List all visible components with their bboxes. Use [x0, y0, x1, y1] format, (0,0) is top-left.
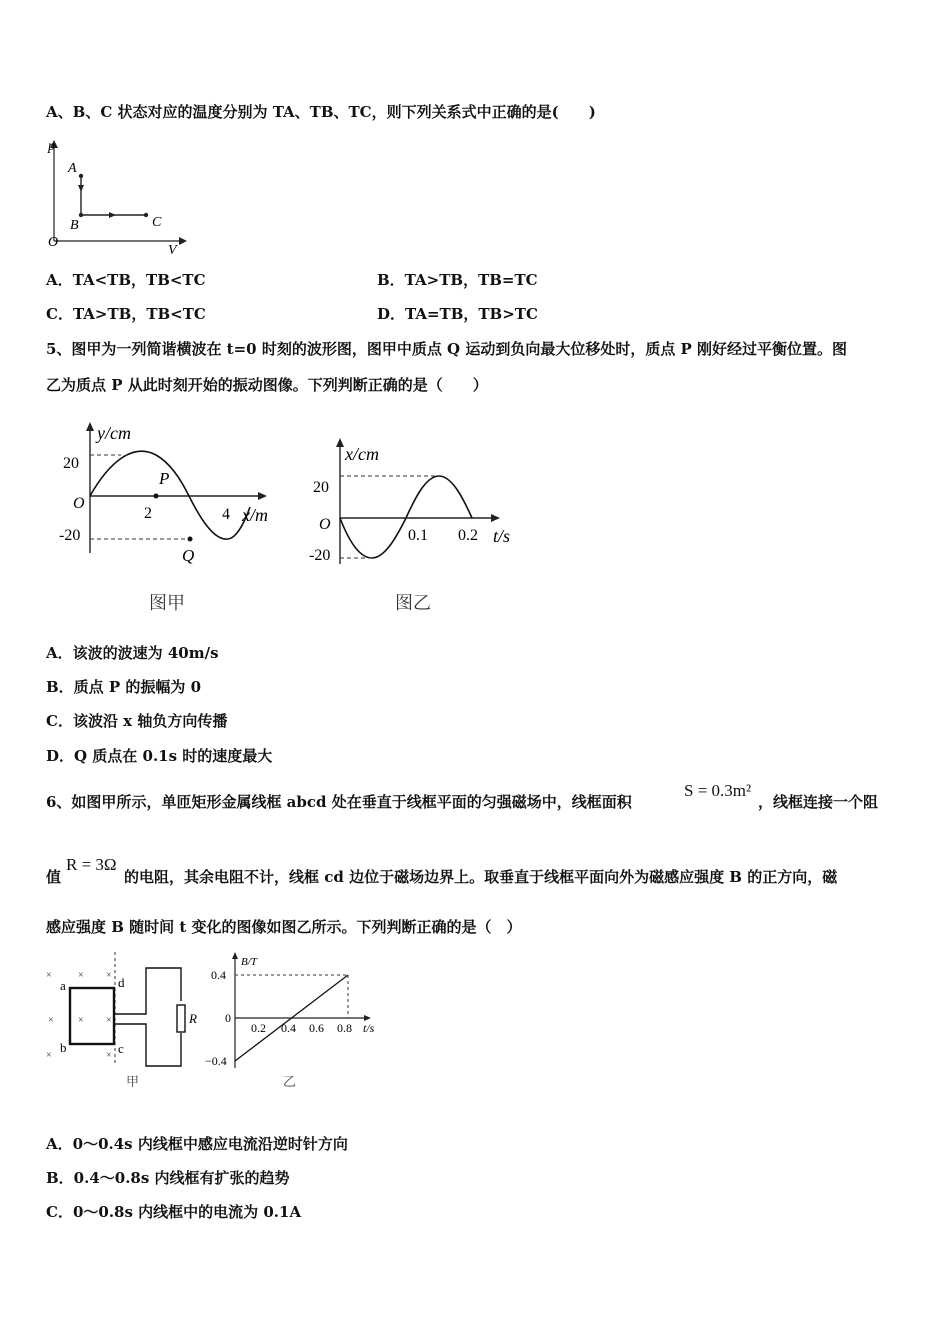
magnetic-field-crosses — [46, 970, 112, 1061]
q4-option-d[interactable]: D．TA=TB，TB>TC — [377, 305, 538, 323]
corner-c-label: c — [118, 1041, 124, 1056]
q4-stem: A、B、C 状态对应的温度分别为 TA、TB、TC，则下列关系式中正确的是( ) — [46, 103, 596, 121]
y-axis-label: B/T — [241, 956, 257, 968]
svg-text:×: × — [106, 1050, 112, 1061]
t-tick-0.2: 0.2 — [251, 1021, 266, 1035]
x-axis-label: t/s — [363, 1021, 375, 1035]
y-tick-neg: -20 — [59, 527, 81, 544]
x-axis-label: x/m — [242, 505, 268, 525]
svg-text:×: × — [46, 970, 52, 981]
y-axis-label: x/cm — [345, 444, 379, 464]
t-tick-0.6: 0.6 — [309, 1021, 324, 1035]
origin-label: 0 — [225, 1011, 231, 1025]
fig-caption-yi: 乙 — [283, 1075, 297, 1090]
corner-d-label: d — [118, 975, 125, 990]
point-b-label: B — [70, 218, 79, 233]
q6-stem-line1: 6、如图甲所示，单匝矩形金属线框 abcd 处在垂直于线框平面的匀强磁场中，线框面积 — [46, 793, 632, 811]
t-tick-2: 0.2 — [458, 527, 478, 544]
q6-option-c[interactable]: C．0～0.8s 内线框中的电流为 0.1A — [46, 1203, 302, 1221]
q6-option-a[interactable]: A．0～0.4s 内线框中感应电流沿逆时针方向 — [46, 1135, 348, 1153]
q6-option-b[interactable]: B．0.4～0.8s 内线框有扩张的趋势 — [46, 1169, 290, 1187]
q5-option-a[interactable]: A．该波的波速为 40m/s — [46, 644, 219, 662]
point-p-label: P — [159, 469, 170, 488]
svg-text:×: × — [106, 970, 112, 981]
q4-option-b[interactable]: B．TA>TB，TB=TC — [377, 271, 538, 289]
q5-option-c[interactable]: C．该波沿 x 轴负方向传播 — [46, 712, 228, 730]
origin-label: O — [319, 516, 331, 533]
fig-a-caption: 图甲 — [149, 593, 185, 614]
y-tick-pos: 0.4 — [211, 968, 226, 982]
b-t-graph — [205, 950, 385, 1090]
q6-area-formula: S = 0.3m² — [684, 781, 752, 800]
y-tick-neg: −0.4 — [205, 1054, 227, 1068]
p-axis-label: p — [48, 139, 55, 154]
q5-stem-line2: 乙为质点 P 从此时刻开始的振动图像。下列判断正确的是（ ） — [46, 376, 488, 394]
q4-option-a[interactable]: A．TA<TB，TB<TC — [46, 271, 206, 289]
q5-option-b[interactable]: B．质点 P 的振幅为 0 — [46, 678, 202, 696]
svg-text:×: × — [48, 1015, 54, 1026]
origin-label: O — [48, 235, 59, 250]
circuit-figure — [42, 948, 202, 1093]
q4-option-c[interactable]: C．TA>TB，TB<TC — [46, 305, 206, 323]
fig-caption-jia: 甲 — [126, 1075, 140, 1090]
corner-b-label: b — [60, 1040, 67, 1055]
x-axis-label: t/s — [493, 526, 511, 546]
q6-resistance-formula: R = 3Ω — [66, 855, 117, 874]
q6-stem-line3: 感应强度 B 随时间 t 变化的图像如图乙所示。下列判断正确的是（ ） — [46, 918, 522, 936]
svg-text:×: × — [78, 970, 84, 981]
x-tick-4: 4 — [222, 506, 230, 523]
q5-stem-line1: 5、图甲为一列简谐横波在 t=0 时刻的波形图，图甲中质点 Q 运动到负向最大位移处时，质点 P 刚好经过平衡位置。图 — [46, 340, 848, 358]
q6-stem-line2-start: 值 — [46, 868, 62, 886]
point-a-label: A — [68, 161, 77, 176]
y-tick-pos: 20 — [313, 479, 329, 496]
t-tick-1: 0.1 — [408, 527, 428, 544]
point-c-label: C — [152, 215, 162, 230]
pv-graph — [44, 136, 194, 256]
y-tick-neg: -20 — [309, 547, 331, 564]
x-tick-2: 2 — [144, 505, 152, 522]
y-tick-pos: 20 — [63, 455, 79, 472]
resistor-label: R — [189, 1011, 197, 1026]
vibration-graph — [305, 434, 525, 618]
wave-graph — [55, 418, 285, 618]
q5-option-d[interactable]: D．Q 质点在 0.1s 时的速度最大 — [46, 747, 273, 765]
q6-stem-line2: 的电阻，其余电阻不计，线框 cd 边位于磁场边界上。取垂直于线框平面向外为磁感应强度 B 的正方向，磁 — [124, 868, 838, 886]
v-axis-label: V — [168, 243, 177, 256]
point-q-label: Q — [182, 546, 195, 565]
t-tick-0.4: 0.4 — [281, 1021, 296, 1035]
corner-a-label: a — [60, 978, 66, 993]
fig-b-caption: 图乙 — [395, 593, 431, 614]
y-axis-label: y/cm — [97, 423, 131, 443]
q6-stem-line1-end: ，线框连接一个阻 — [758, 793, 879, 811]
svg-text:×: × — [78, 1015, 84, 1026]
origin-label: O — [73, 495, 85, 512]
svg-text:×: × — [46, 1050, 52, 1061]
t-tick-0.8: 0.8 — [337, 1021, 352, 1035]
svg-text:×: × — [106, 1015, 112, 1026]
